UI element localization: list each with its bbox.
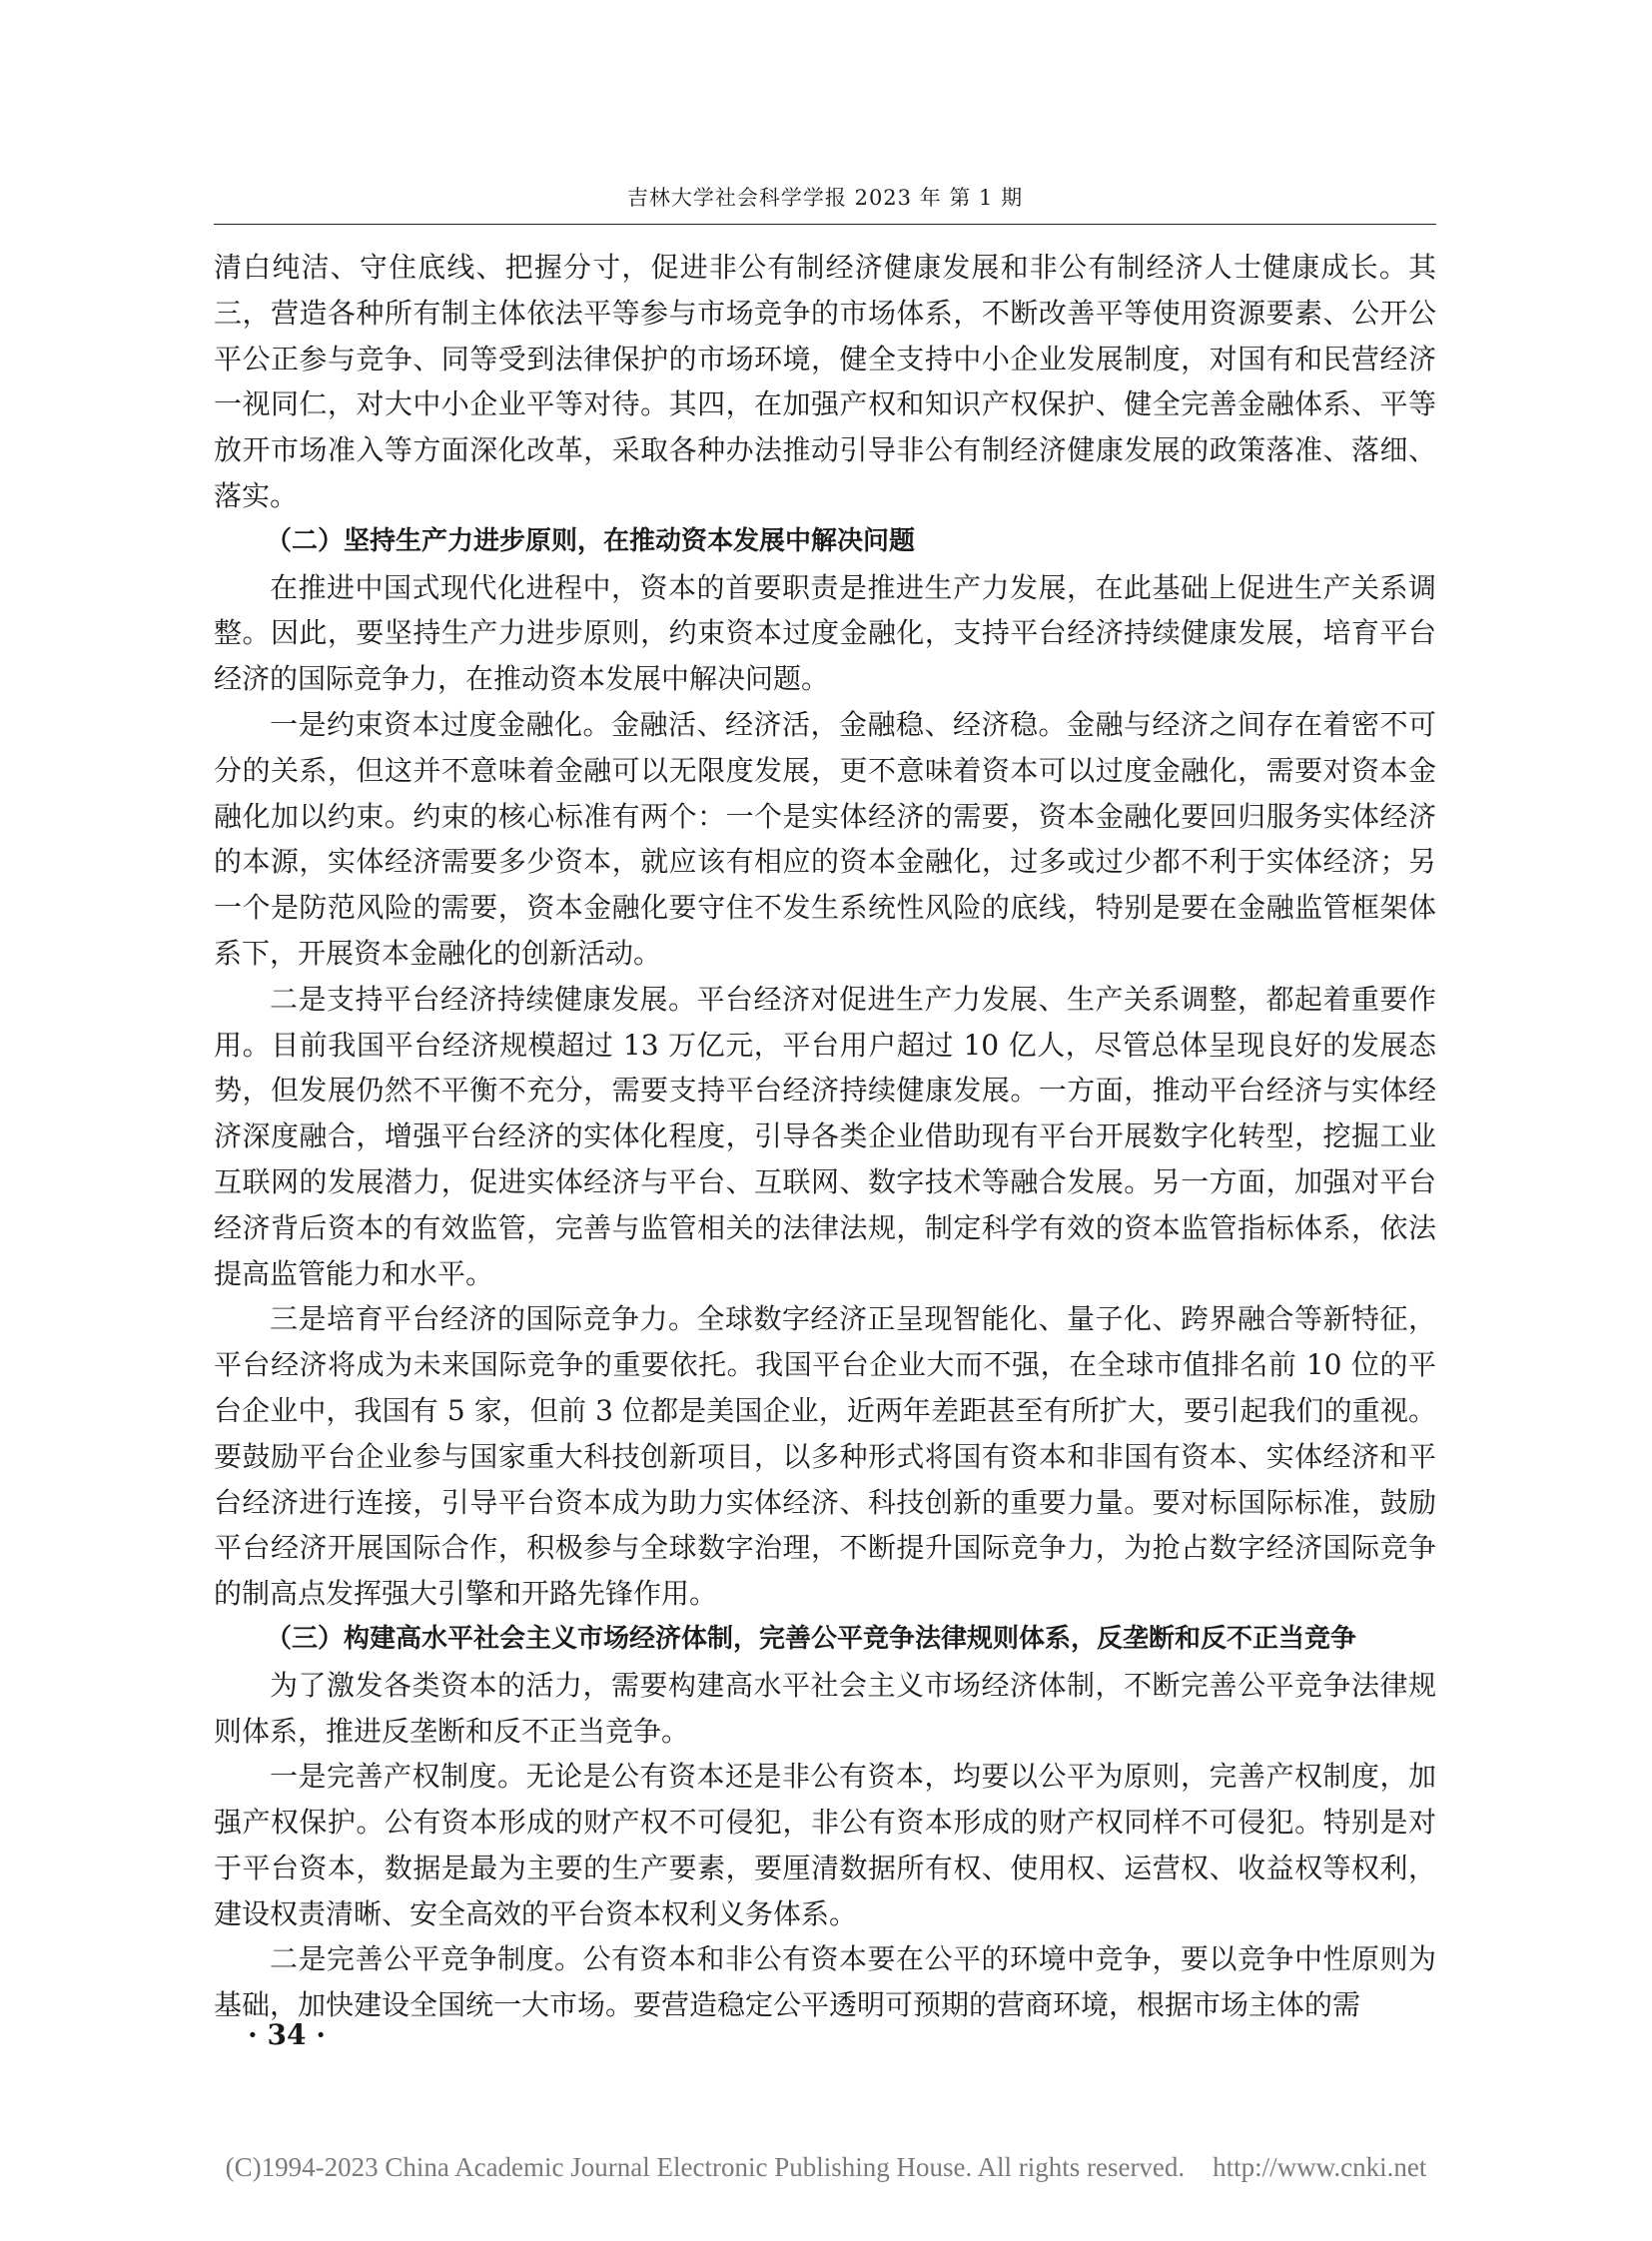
- paragraph-platform-economy: 二是支持平台经济持续健康发展。平台经济对促进生产力发展、生产关系调整，都起着重要作用。目前我国平台经济规模超过 13 万亿元，平台用户超过 10 亿人，尽管总体呈现良好的发展态势，但发展仍然不平衡不充分，需要支持平台经济持续健康发展。一方面，推动平台经济与实体经济深度融合，增强平台经济的实体化程度，引导各类企业借助现有平台开展数字化转型，挖掘工业互联网的发展潜力，促进实体经济与平台、互联网、数字技术等融合发展。另一方面，加强对平台经济背后资本的有效监管，完善与监管相关的法律法规，制定科学有效的资本监管指标体系，依法提高监管能力和水平。: [214, 982, 1436, 1290]
- section-heading-3: （三）构建高水平社会主义市场经济体制，完善公平竞争法律规则体系，反垄断和反不正当竞争: [266, 1623, 1357, 1654]
- paragraph-international-competitiveness: 三是培育平台经济的国际竞争力。全球数字经济正呈现智能化、量子化、跨界融合等新特征，平台经济将成为未来国际竞争的重要依托。我国平台企业大而不强，在全球市值排名前 10 位的平台企业中，我国有 5 家，但前 3 位都是美国企业，近两年差距甚至有所扩大，要引起我们的重视。要鼓励平台企业参与国家重大科技创新项目，以多种形式将国有资本和非国有资本、实体经济和平台经济进行连接，引导平台资本成为助力实体经济、科技创新的重要力量。要对标国际标准，鼓励平台经济开展国际合作，积极参与全球数字治理，不断提升国际竞争力，为抢占数字经济国际竞争的制高点发挥强大引擎和开路先锋作用。: [214, 1302, 1436, 1611]
- running-title: 吉林大学社会科学学报 2023 年 第 1 期: [626, 186, 1024, 210]
- section-heading-2: （二）坚持生产力进步原则，在推动资本发展中解决问题: [266, 525, 916, 556]
- paragraph-intro-3: 为了激发各类资本的活力，需要构建高水平社会主义市场经济体制，不断完善公平竞争法律规则体系，推进反垄断和反不正当竞争。: [214, 1668, 1436, 1748]
- footer-url: http://www.cnki.net: [1213, 2152, 1427, 2182]
- paragraph-continued: 清白纯洁、守住底线、把握分寸，促进非公有制经济健康发展和非公有制经济人士健康成长。其三，营造各种所有制主体依法平等参与市场竞争的市场体系，不断改善平等使用资源要素、公开公平公正参与竞争、同等受到法律保护的市场环境，健全支持中小企业发展制度，对国有和民营经济一视同仁，对大中小企业平等对待。其四，在加强产权和知识产权保护、健全完善金融体系、平等放开市场准入等方面深化改革，采取各种办法推动引导非公有制经济健康发展的政策落准、落细、落实。: [214, 251, 1436, 512]
- copyright-text: (C)1994-2023 China Academic Journal Electronic Publishing House. All rights reserved.: [225, 2152, 1186, 2182]
- copyright-footer: [0, 2147, 1652, 2187]
- running-header: [214, 178, 1436, 225]
- paragraph-financialization: 一是约束资本过度金融化。金融活、经济活，金融稳、经济稳。金融与经济之间存在着密不可分的关系，但这并不意味着金融可以无限度发展，更不意味着资本可以过度金融化，需要对资本金融化加以约束。约束的核心标准有两个：一个是实体经济的需要，资本金融化要回归服务实体经济的本源，实体经济需要多少资本，就应该有相应的资本金融化，过多或过少都不利于实体经济；另一个是防范风险的需要，资本金融化要守住不发生系统性风险的底线，特别是要在金融监管框架体系下，开展资本金融化的创新活动。: [214, 707, 1436, 970]
- page-number: · 34 ·: [248, 2018, 326, 2051]
- paragraph-intro-2: 在推进中国式现代化进程中，资本的首要职责是推进生产力发展，在此基础上促进生产关系调整。因此，要坚持生产力进步原则，约束资本过度金融化，支持平台经济持续健康发展，培育平台经济的国际竞争力，在推动资本发展中解决问题。: [214, 570, 1436, 696]
- paragraph-fair-competition: 二是完善公平竞争制度。公有资本和非公有资本要在公平的环境中竞争，要以竞争中性原则为基础，加快建设全国统一大市场。要营造稳定公平透明可预期的营商环境，根据市场主体的需: [214, 1942, 1436, 2022]
- article-body: [214, 245, 1436, 2028]
- paragraph-property-rights: 一是完善产权制度。无论是公有资本还是非公有资本，均要以公平为原则，完善产权制度，加强产权保护。公有资本形成的财产权不可侵犯，非公有资本形成的财产权同样不可侵犯。特别是对于平台资本，数据是最为主要的生产要素，要厘清数据所有权、使用权、运营权、收益权等权利，建设权责清晰、安全高效的平台资本权利义务体系。: [214, 1760, 1436, 1930]
